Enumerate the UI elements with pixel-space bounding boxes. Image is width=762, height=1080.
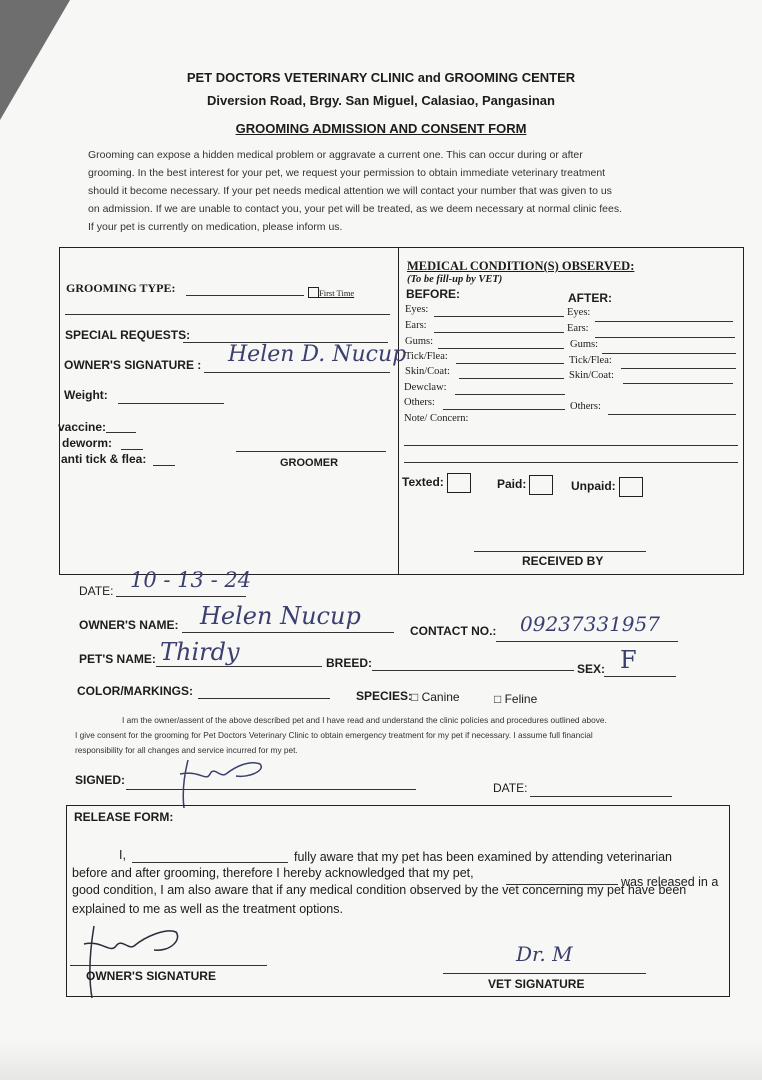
owner-release-signature-mark: [80, 920, 190, 1000]
first-time-checkbox[interactable]: [308, 287, 319, 298]
after-others-field[interactable]: [608, 414, 736, 415]
note-line-2[interactable]: [404, 462, 738, 463]
signed-signature-mark: [170, 752, 280, 812]
after-others-label: Others:: [570, 401, 601, 412]
before-label: BEFORE:: [406, 287, 460, 301]
after-gums-field[interactable]: [602, 353, 736, 354]
note-line-1[interactable]: [404, 445, 738, 446]
signed-label: SIGNED:: [75, 773, 126, 787]
after-tick-field[interactable]: [621, 368, 736, 369]
color-label: COLOR/MARKINGS:: [77, 684, 193, 698]
owner-name-label: OWNER'S NAME:: [79, 618, 179, 632]
admission-box: [59, 247, 744, 575]
release-name-field[interactable]: [132, 862, 288, 863]
breed-field[interactable]: [372, 670, 574, 671]
grooming-type-field[interactable]: [186, 295, 304, 296]
medical-title: MEDICAL CONDITION(S) OBSERVED:: [407, 259, 635, 273]
before-ears-field[interactable]: [434, 332, 564, 333]
consent-line-3: responsibility for all changes and service incurred for my pet.: [75, 745, 298, 755]
after-ears-field[interactable]: [595, 337, 735, 338]
vaccine-label: vaccine:: [58, 420, 107, 434]
date-label: DATE:: [79, 584, 114, 598]
deworm-field[interactable]: [121, 449, 143, 450]
note-label: Note/ Concern:: [404, 413, 469, 424]
unpaid-label: [571, 477, 643, 497]
groomer-field[interactable]: [236, 451, 386, 452]
after-skin-label: Skin/Coat:: [569, 370, 614, 381]
consent-date-label: DATE:: [493, 781, 528, 795]
dewclaw-label: Dewclaw:: [404, 382, 447, 393]
after-gums-label: Gums:: [570, 339, 599, 350]
sex-label: SEX:: [577, 662, 606, 676]
weight-field[interactable]: [118, 403, 224, 404]
paid-label: [497, 475, 553, 495]
contact-label: CONTACT NO.:: [410, 624, 497, 638]
sex-value: F: [620, 646, 637, 674]
owner-name-value: Helen Nucup: [200, 602, 361, 630]
vaccine-field[interactable]: [106, 432, 136, 433]
received-by-field[interactable]: [474, 551, 646, 552]
release-line2b: was released in a: [621, 875, 719, 889]
consent-date-field[interactable]: [530, 796, 672, 797]
weight-label: Weight:: [64, 388, 108, 402]
release-i: I,: [119, 848, 126, 862]
release-line2a: before and after grooming, therefore I hereby acknowledged that my pet,: [72, 866, 474, 880]
intro-line: should it become necessary. If your pet needs medical attention we will contact your number that was given to us: [88, 185, 612, 197]
owner-signature-value: Helen D. Nucup: [228, 342, 407, 367]
breed-label: BREED:: [326, 656, 373, 670]
dewclaw-field[interactable]: [455, 394, 565, 395]
release-line1: fully aware that my pet has been examined by attending veterinarian: [294, 850, 673, 864]
intro-line: If your pet is currently on medication, please inform us.: [88, 221, 343, 233]
medical-subtitle: (To be fill-up by VET): [407, 274, 503, 285]
texted-label: [402, 473, 471, 493]
before-ears-label: Ears:: [405, 320, 427, 331]
species-label: SPECIES:: [356, 689, 413, 703]
unpaid-text: Unpaid:: [571, 479, 616, 494]
received-by-label: RECEIVED BY: [522, 554, 604, 568]
after-eyes-field[interactable]: [595, 321, 733, 322]
after-tick-label: Tick/Flea:: [569, 355, 612, 366]
special-requests-label: SPECIAL REQUESTS:: [65, 328, 191, 342]
after-eyes-label: Eyes:: [567, 307, 591, 318]
vet-signature-label: VET SIGNATURE: [488, 977, 585, 991]
release-line3: good condition, I am also aware that if any medical condition observed by the vet concerning my pet have been: [72, 883, 687, 897]
pet-name-value: Thirdy: [160, 638, 240, 666]
sex-field[interactable]: [604, 676, 676, 677]
unpaid-checkbox[interactable]: [619, 477, 643, 497]
contact-field[interactable]: [496, 641, 678, 642]
after-label: AFTER:: [568, 291, 612, 305]
texted-text: Texted:: [402, 475, 444, 490]
before-skin-label: Skin/Coat:: [405, 366, 450, 377]
release-line4: explained to me as well as the treatment options.: [72, 902, 343, 916]
intro-line: Grooming can expose a hidden medical problem or aggravate a current one. This can occur during or after: [88, 149, 583, 161]
before-tick-field[interactable]: [456, 363, 564, 364]
clinic-name: PET DOCTORS VETERINARY CLINIC and GROOMING CENTER: [186, 70, 576, 85]
before-others-field[interactable]: [443, 409, 565, 410]
release-title: RELEASE FORM:: [74, 810, 174, 824]
before-eyes-label: Eyes:: [405, 304, 429, 315]
consent-line-2: I give consent for the grooming for Pet Doctors Veterinary Clinic to obtain emergency treatment for my pet if necessary. I assume full financial: [75, 730, 593, 740]
date-field[interactable]: [116, 596, 246, 597]
vet-signature-field[interactable]: [443, 973, 646, 974]
grooming-type-extra-line: [65, 314, 390, 315]
paper-bottom-edge: [0, 1040, 762, 1080]
before-gums-label: Gums:: [405, 336, 434, 347]
canine-option[interactable]: □ Canine: [411, 690, 460, 704]
owner-release-signature-field[interactable]: [70, 965, 267, 966]
date-value: 10 - 13 - 24: [130, 568, 252, 592]
owner-signature-field[interactable]: [204, 372, 390, 373]
first-time-label: First Time: [319, 288, 355, 298]
vet-signature-value: Dr. M: [516, 942, 573, 966]
texted-checkbox[interactable]: [447, 473, 471, 493]
after-skin-field[interactable]: [623, 383, 733, 384]
before-tick-label: Tick/Flea:: [405, 351, 448, 362]
intro-line: grooming. In the best interest for your pet, we request your permission to obtain immediate veterinary treatment: [88, 167, 606, 179]
grooming-type-label: GROOMING TYPE:: [66, 281, 176, 295]
pet-name-field[interactable]: [156, 666, 322, 667]
groomer-label: GROOMER: [280, 457, 339, 469]
deworm-label: deworm:: [62, 436, 113, 450]
owner-signature-label: OWNER'S SIGNATURE :: [64, 358, 202, 372]
before-skin-field[interactable]: [459, 378, 564, 379]
consent-line-1: I am the owner/assent of the above described pet and I have read and understand the clinic policies and procedures outlined above.: [122, 715, 607, 725]
after-ears-label: Ears:: [567, 323, 589, 334]
color-field[interactable]: [198, 698, 330, 699]
before-eyes-field[interactable]: [434, 316, 564, 317]
anti-tick-field[interactable]: [153, 465, 175, 466]
paid-checkbox[interactable]: [529, 475, 553, 495]
pet-name-label: PET'S NAME:: [79, 652, 156, 666]
feline-option[interactable]: □ Feline: [494, 692, 538, 706]
before-others-label: Others:: [404, 397, 435, 408]
contact-value: 09237331957: [520, 612, 660, 636]
paid-text: Paid:: [497, 477, 527, 492]
intro-paragraph: [88, 146, 696, 236]
intro-line: on admission. If we are unable to contact you, your pet will be treated, as we deem necessary at normal clinic fees.: [88, 203, 623, 215]
anti-tick-label: anti tick & flea:: [61, 452, 147, 466]
clinic-address: Diversion Road, Brgy. San Miguel, Calasiao, Pangasinan: [207, 93, 555, 108]
before-gums-field[interactable]: [438, 348, 564, 349]
form-title: GROOMING ADMISSION AND CONSENT FORM: [235, 121, 527, 136]
box-divider: [398, 247, 399, 574]
owner-name-field[interactable]: [182, 632, 394, 633]
owner-release-signature-label: OWNER'S SIGNATURE: [86, 969, 216, 983]
